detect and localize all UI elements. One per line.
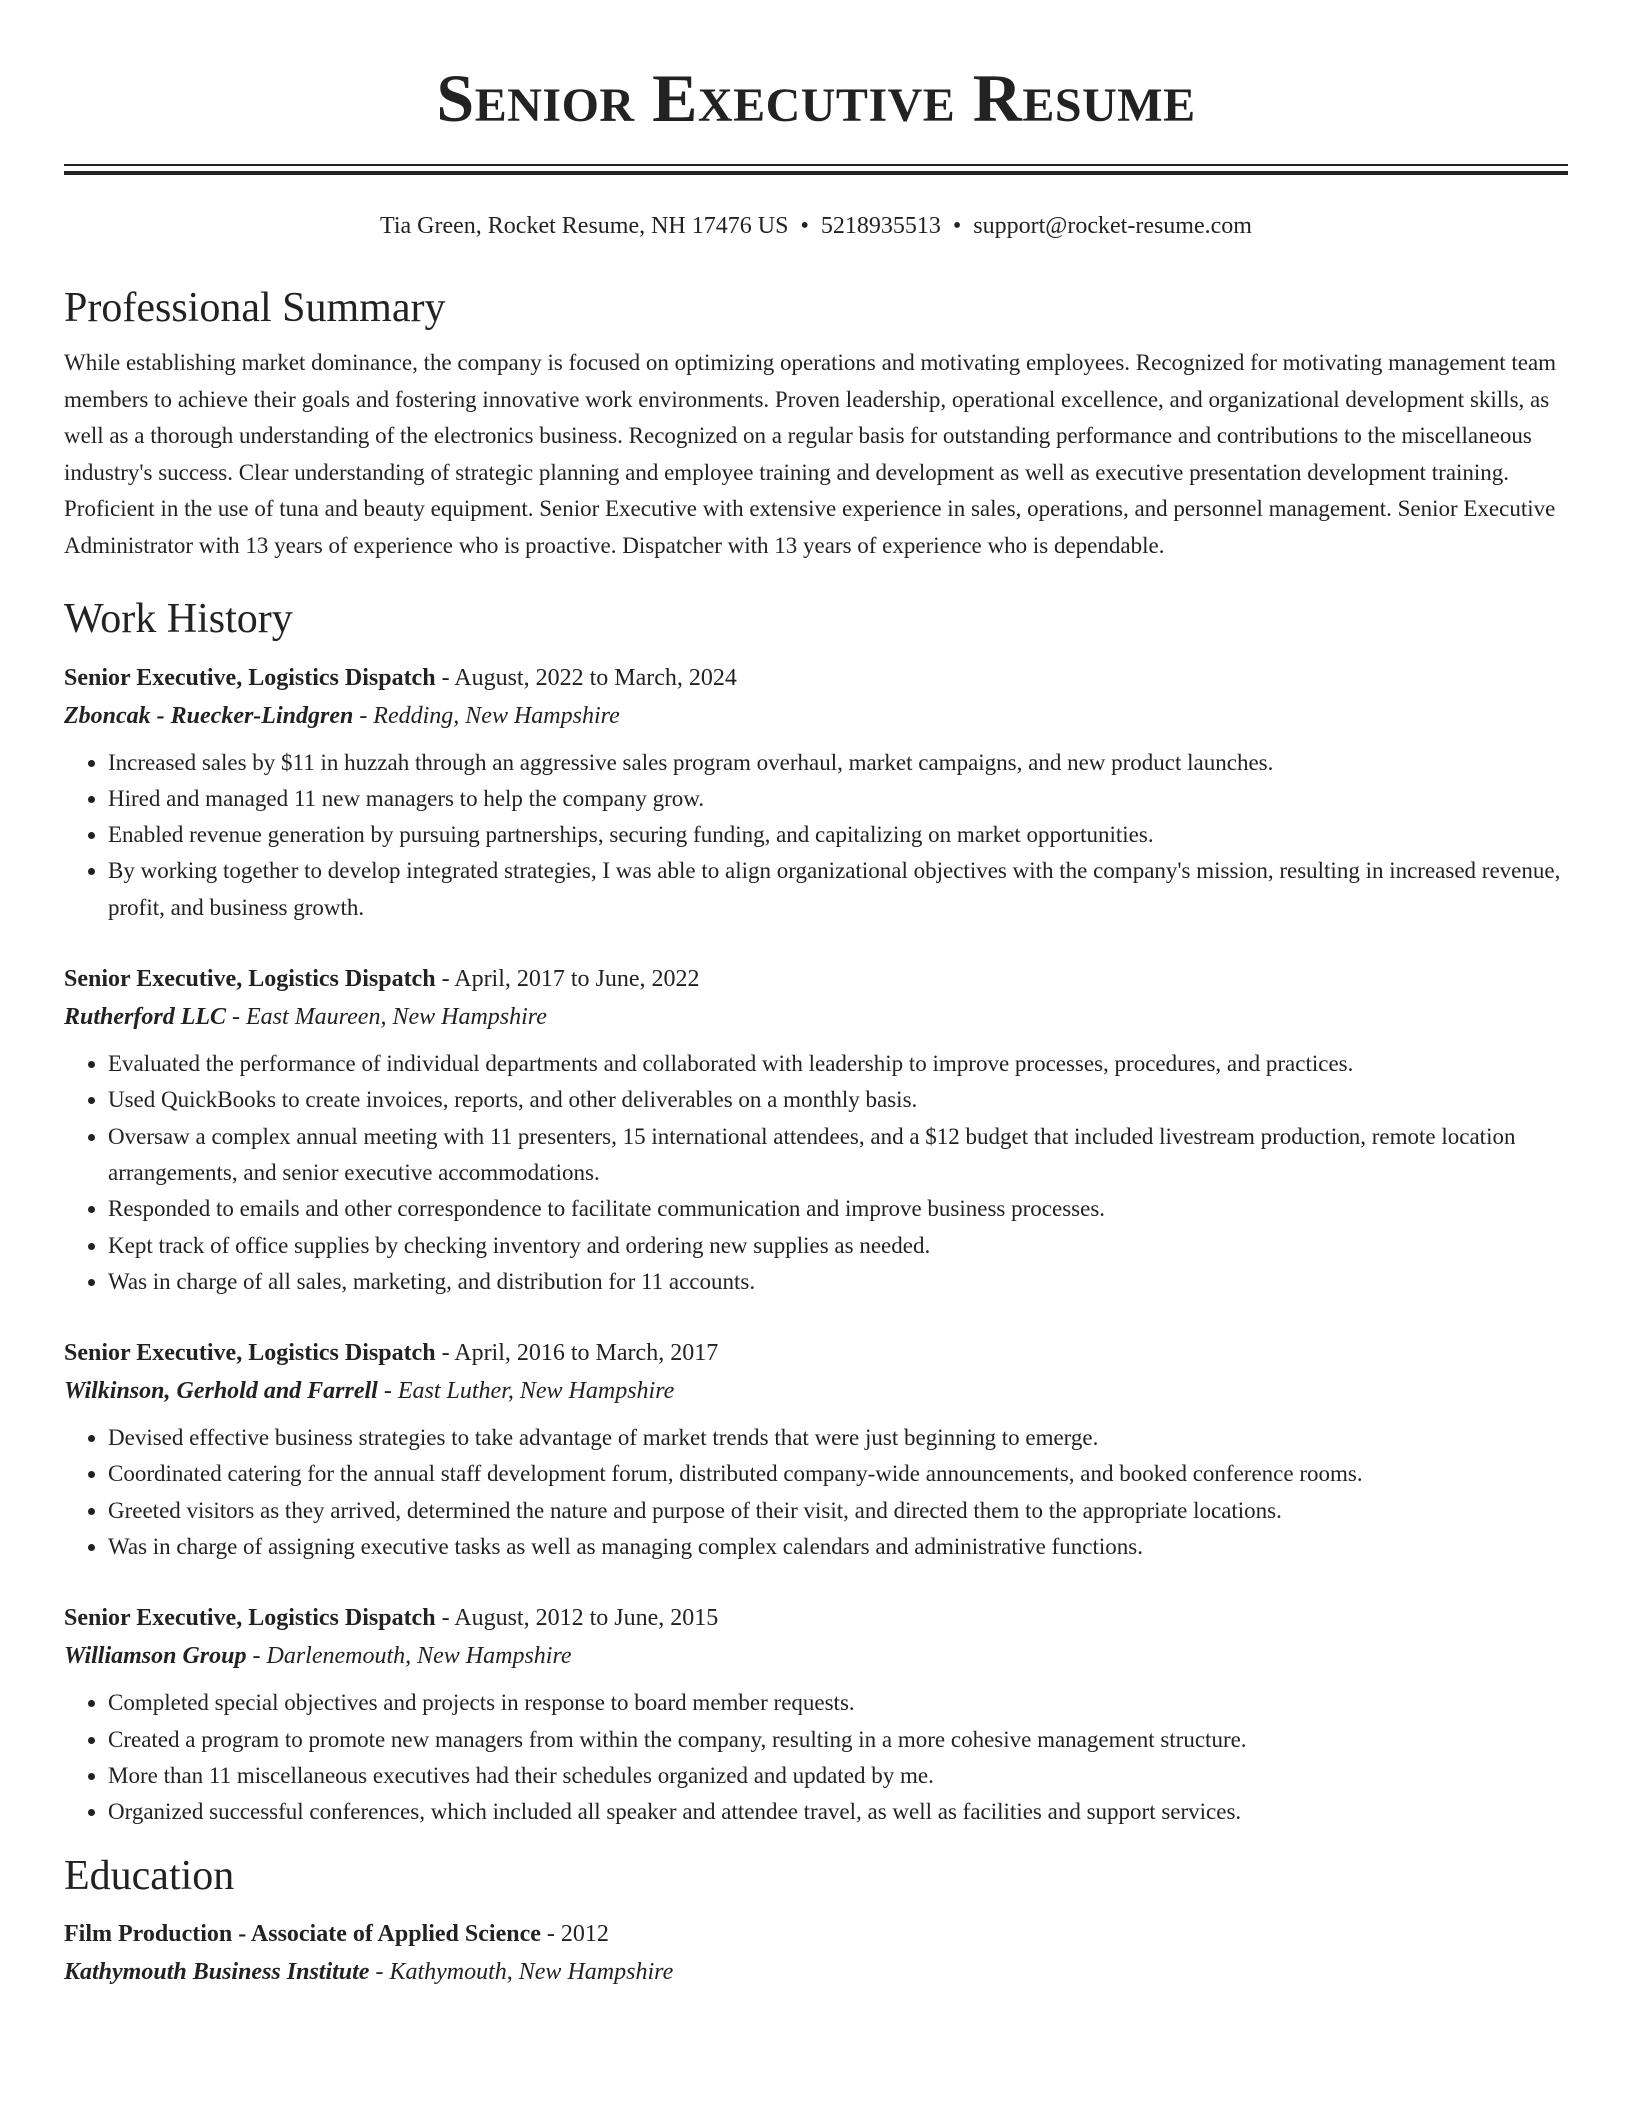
job-title: Senior Executive, Logistics Dispatch [64, 966, 436, 993]
job-title-line [64, 659, 1568, 697]
job-location: - Darlenemouth, New Hampshire [246, 1643, 572, 1670]
resume-title: Senior Executive Resume [436, 60, 1196, 136]
contact-separator: • [800, 213, 809, 239]
job-bullet: • Evaluated the performance of individual departments and collaborated with leadership to improve processes, procedures, and practices. [108, 1046, 1568, 1082]
education-degree: Film Production - Associate of Applied Science [64, 1920, 541, 1947]
job-title-line [64, 1599, 1568, 1637]
work-history-heading: Work History [64, 596, 293, 643]
contact-email: support@rocket-resume.com [973, 213, 1252, 239]
job-dates: - August, 2012 to June, 2015 [435, 1605, 719, 1632]
summary-heading: Professional Summary [64, 284, 446, 331]
job-dates: - August, 2022 to March, 2024 [435, 664, 737, 691]
job-bullet: • Used QuickBooks to create invoices, reports, and other deliverables on a monthly basis. [108, 1082, 1568, 1118]
job-bullet: • Created a program to promote new managers from within the company, resulting in a more cohesive management structure. [108, 1722, 1568, 1758]
job-bullets [64, 745, 1568, 926]
title-rule-thick [64, 171, 1568, 175]
job-bullet: • Responded to emails and other correspondence to facilitate communication and improve business processes. [108, 1191, 1568, 1227]
contact-line [64, 212, 1568, 241]
job-title-line [64, 960, 1568, 998]
job-entry [64, 1334, 1568, 1565]
job-company: Williamson Group [64, 1643, 247, 1670]
job-bullet: • Greeted visitors as they arrived, determined the nature and purpose of their visit, and directed them to the appropriate locations. [108, 1493, 1568, 1529]
job-company: Wilkinson, Gerhold and Farrell [64, 1378, 378, 1405]
job-bullet: • Devised effective business strategies to take advantage of market trends that were just beginning to emerge. [108, 1420, 1568, 1456]
job-title: Senior Executive, Logistics Dispatch [64, 1340, 436, 1367]
job-bullet: • Completed special objectives and projects in response to board member requests. [108, 1685, 1568, 1721]
job-title: Senior Executive, Logistics Dispatch [64, 664, 436, 691]
job-bullet: • Organized successful conferences, which included all speaker and attendee travel, as well as facilities and support services. [108, 1794, 1568, 1830]
job-entry [64, 960, 1568, 1300]
job-bullet: • Coordinated catering for the annual staff development forum, distributed company-wide announcements, and booked conference rooms. [108, 1456, 1568, 1492]
job-bullet: • Hired and managed 11 new managers to help the company grow. [108, 781, 1568, 817]
job-title-line [64, 1334, 1568, 1372]
job-bullet: • Oversaw a complex annual meeting with 11 presenters, 15 international attendees, and a $12 budget that included livestream production, remote location arrangements, and senior executive accommodations. [108, 1119, 1568, 1192]
summary-text: While establishing market dominance, the company is focused on optimizing operations and motivating employees. Recognized for motivating management team members to achieve their goals and fostering innovative work environments. Proven leadership, operational excellence, and organizational development skills, as well as a thorough understanding of the electronics business. Recognized on a regular basis for outstanding performance and contributions to the miscellaneous industry's success. Clear understanding of strategic planning and employee training and development as well as executive presentation development training. Proficient in the use of tuna and beauty equipment. Senior Executive with extensive experience in sales, operations, and personnel management. Senior Executive Administrator with 13 years of experience who is proactive. Dispatcher with 13 years of experience who is dependable. [64, 350, 1557, 558]
job-entry [64, 1599, 1568, 1830]
education-entry [64, 1915, 1568, 1991]
job-company-line [64, 697, 1568, 735]
job-bullets [64, 1046, 1568, 1300]
title-rule-thin [64, 164, 1568, 166]
job-company-line [64, 1372, 1568, 1410]
job-bullet: • Increased sales by $11 in huzzah through an aggressive sales program overhaul, market campaigns, and new product launches. [108, 745, 1568, 781]
education-year: - 2012 [540, 1920, 609, 1947]
education-school-line [64, 1953, 1568, 1991]
job-bullet: • Enabled revenue generation by pursuing partnerships, securing funding, and capitalizing on market opportunities. [108, 817, 1568, 853]
job-bullets [64, 1420, 1568, 1565]
contact-address: Tia Green, Rocket Resume, NH 17476 US [380, 213, 789, 239]
job-company: Rutherford LLC [64, 1004, 227, 1031]
job-bullets [64, 1685, 1568, 1830]
job-bullet: • Was in charge of all sales, marketing, and distribution for 11 accounts. [108, 1264, 1568, 1300]
contact-phone: 5218935513 [820, 213, 941, 239]
job-dates: - April, 2016 to March, 2017 [435, 1340, 719, 1367]
education-heading: Education [64, 1852, 235, 1899]
job-entry [64, 659, 1568, 926]
job-company: Zboncak - Ruecker-Lindgren [64, 702, 354, 729]
job-company-line [64, 1637, 1568, 1675]
job-title: Senior Executive, Logistics Dispatch [64, 1605, 436, 1632]
job-company-line [64, 998, 1568, 1036]
job-bullet: • By working together to develop integrated strategies, I was able to align organizational objectives with the company's mission, resulting in increased revenue, profit, and business growth. [108, 853, 1568, 926]
job-bullet: • More than 11 miscellaneous executives had their schedules organized and updated by me. [108, 1758, 1568, 1794]
job-location: - East Maureen, New Hampshire [226, 1004, 547, 1031]
job-bullet: • Kept track of office supplies by checking inventory and ordering new supplies as needed. [108, 1228, 1568, 1264]
education-school: Kathymouth Business Institute [64, 1958, 370, 1985]
education-degree-line [64, 1915, 1568, 1953]
job-location: - East Luther, New Hampshire [377, 1378, 675, 1405]
job-dates: - April, 2017 to June, 2022 [435, 966, 700, 993]
contact-separator: • [952, 213, 962, 239]
education-location: - Kathymouth, New Hampshire [369, 1958, 674, 1985]
job-bullet: • Was in charge of assigning executive tasks as well as managing complex calendars and administrative functions. [108, 1529, 1568, 1565]
job-location: - Redding, New Hampshire [353, 702, 620, 729]
